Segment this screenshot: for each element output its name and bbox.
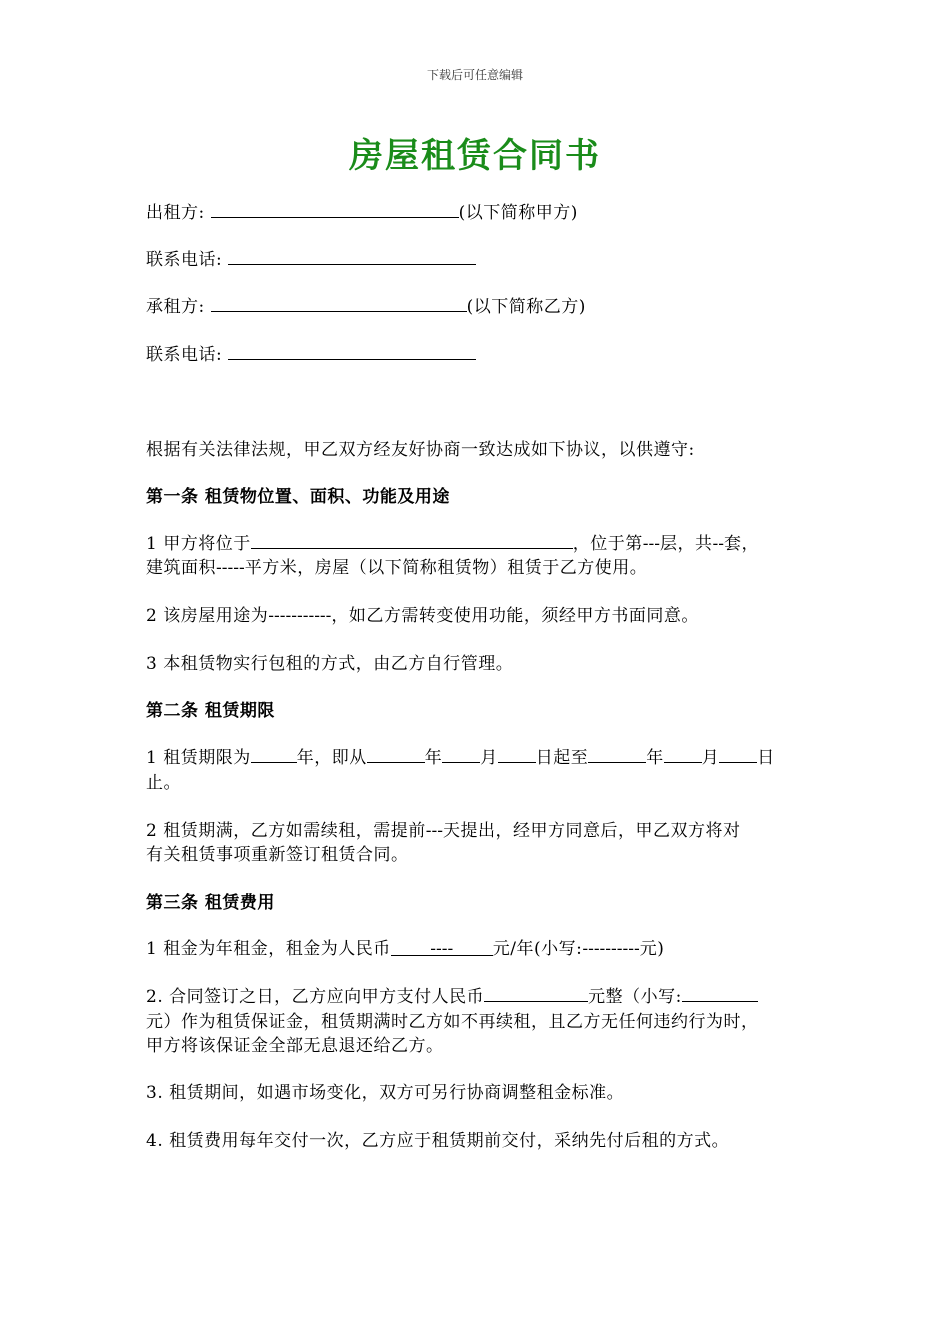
page-header: 下载后可任意编辑: [426, 68, 523, 82]
lessee-label: 承租方:: [146, 297, 205, 317]
article1-clause3: 3 本租赁物实行包租的方式，由乙方自行管理。: [146, 654, 514, 674]
article3-clause4: 4. 租赁费用每年交付一次，乙方应于租赁期前交付，采纳先付后租的方式。: [146, 1131, 730, 1151]
article3-heading: 第三条 租赁费用: [146, 893, 275, 913]
document-title: 房屋租赁合同书: [349, 136, 601, 176]
lessee-blank[interactable]: [211, 295, 467, 312]
lessor-phone-label: 联系电话:: [146, 250, 223, 270]
deposit-amount-blank[interactable]: [484, 985, 588, 1002]
lessor-phone-line: [146, 245, 476, 270]
start-year-blank[interactable]: [367, 746, 425, 763]
intro-text: 根据有关法律法规，甲乙双方经友好协商一致达成如下协议，以供遵守:: [146, 440, 695, 460]
article3-clause2-line2: 元）作为租赁保证金，租赁期满时乙方如不再续租，且乙方无任何违约行为时，: [146, 1012, 759, 1032]
article3-clause2-line3: 甲方将该保证金全部无息退还给乙方。: [146, 1036, 444, 1056]
lessor-suffix: (以下简称甲方): [458, 203, 578, 223]
article1-clause2: 2 该房屋用途为-----------，如乙方需转变使用功能，须经甲方书面同意。: [146, 606, 699, 626]
lessor-label: 出租方:: [146, 203, 205, 223]
article3-clause1: 1 租金为年租金，租金为人民币 ---- 元/年(小写:----------元): [146, 939, 665, 959]
article2-clause2-line1: 2 租赁期满，乙方如需续租，需提前---天提出，经甲方同意后，甲乙双方将对: [146, 821, 741, 841]
end-year-blank[interactable]: [588, 746, 646, 763]
article2-clause2-line2: 有关租赁事项重新签订租赁合同。: [146, 845, 409, 865]
start-day-blank[interactable]: [498, 746, 536, 763]
lessor-blank[interactable]: [211, 201, 459, 218]
lessee-phone-blank[interactable]: [228, 343, 476, 360]
article3-clause2-line1: 2. 合同签订之日，乙方应向甲方支付人民币 元整（小写:: [146, 982, 758, 1007]
lessor-phone-blank[interactable]: [228, 248, 476, 265]
lessor-line: [146, 198, 578, 223]
lessee-line: [146, 292, 586, 317]
start-month-blank[interactable]: [442, 746, 480, 763]
lessee-phone-line: [146, 340, 476, 365]
deposit-small-blank[interactable]: [682, 985, 758, 1002]
lessee-suffix: (以下简称乙方): [466, 297, 586, 317]
term-years-blank[interactable]: [251, 746, 297, 763]
article1-heading: 第一条 租赁物位置、面积、功能及用途: [146, 487, 450, 507]
lessee-phone-label: 联系电话:: [146, 345, 223, 365]
article3-clause3: 3. 租赁期间，如遇市场变化，双方可另行协商调整租金标准。: [146, 1083, 625, 1103]
article2-clause1-line2: 止。: [146, 773, 181, 793]
rent-amount-blank[interactable]: ----: [391, 939, 493, 956]
end-month-blank[interactable]: [664, 746, 702, 763]
article2-clause1-line1: 1 租赁期限为 年，即从 年 月 日起至 年 月 日: [146, 748, 775, 768]
article1-clause1-line2: 建筑面积-----平方米，房屋（以下简称租赁物）租赁于乙方使用。: [146, 558, 648, 578]
article1-clause1-line1: 1 甲方将位于 ，位于第---层，共--套，: [146, 534, 759, 554]
end-day-blank[interactable]: [719, 746, 757, 763]
article2-heading: 第二条 租赁期限: [146, 701, 275, 721]
location-blank[interactable]: [251, 532, 573, 549]
